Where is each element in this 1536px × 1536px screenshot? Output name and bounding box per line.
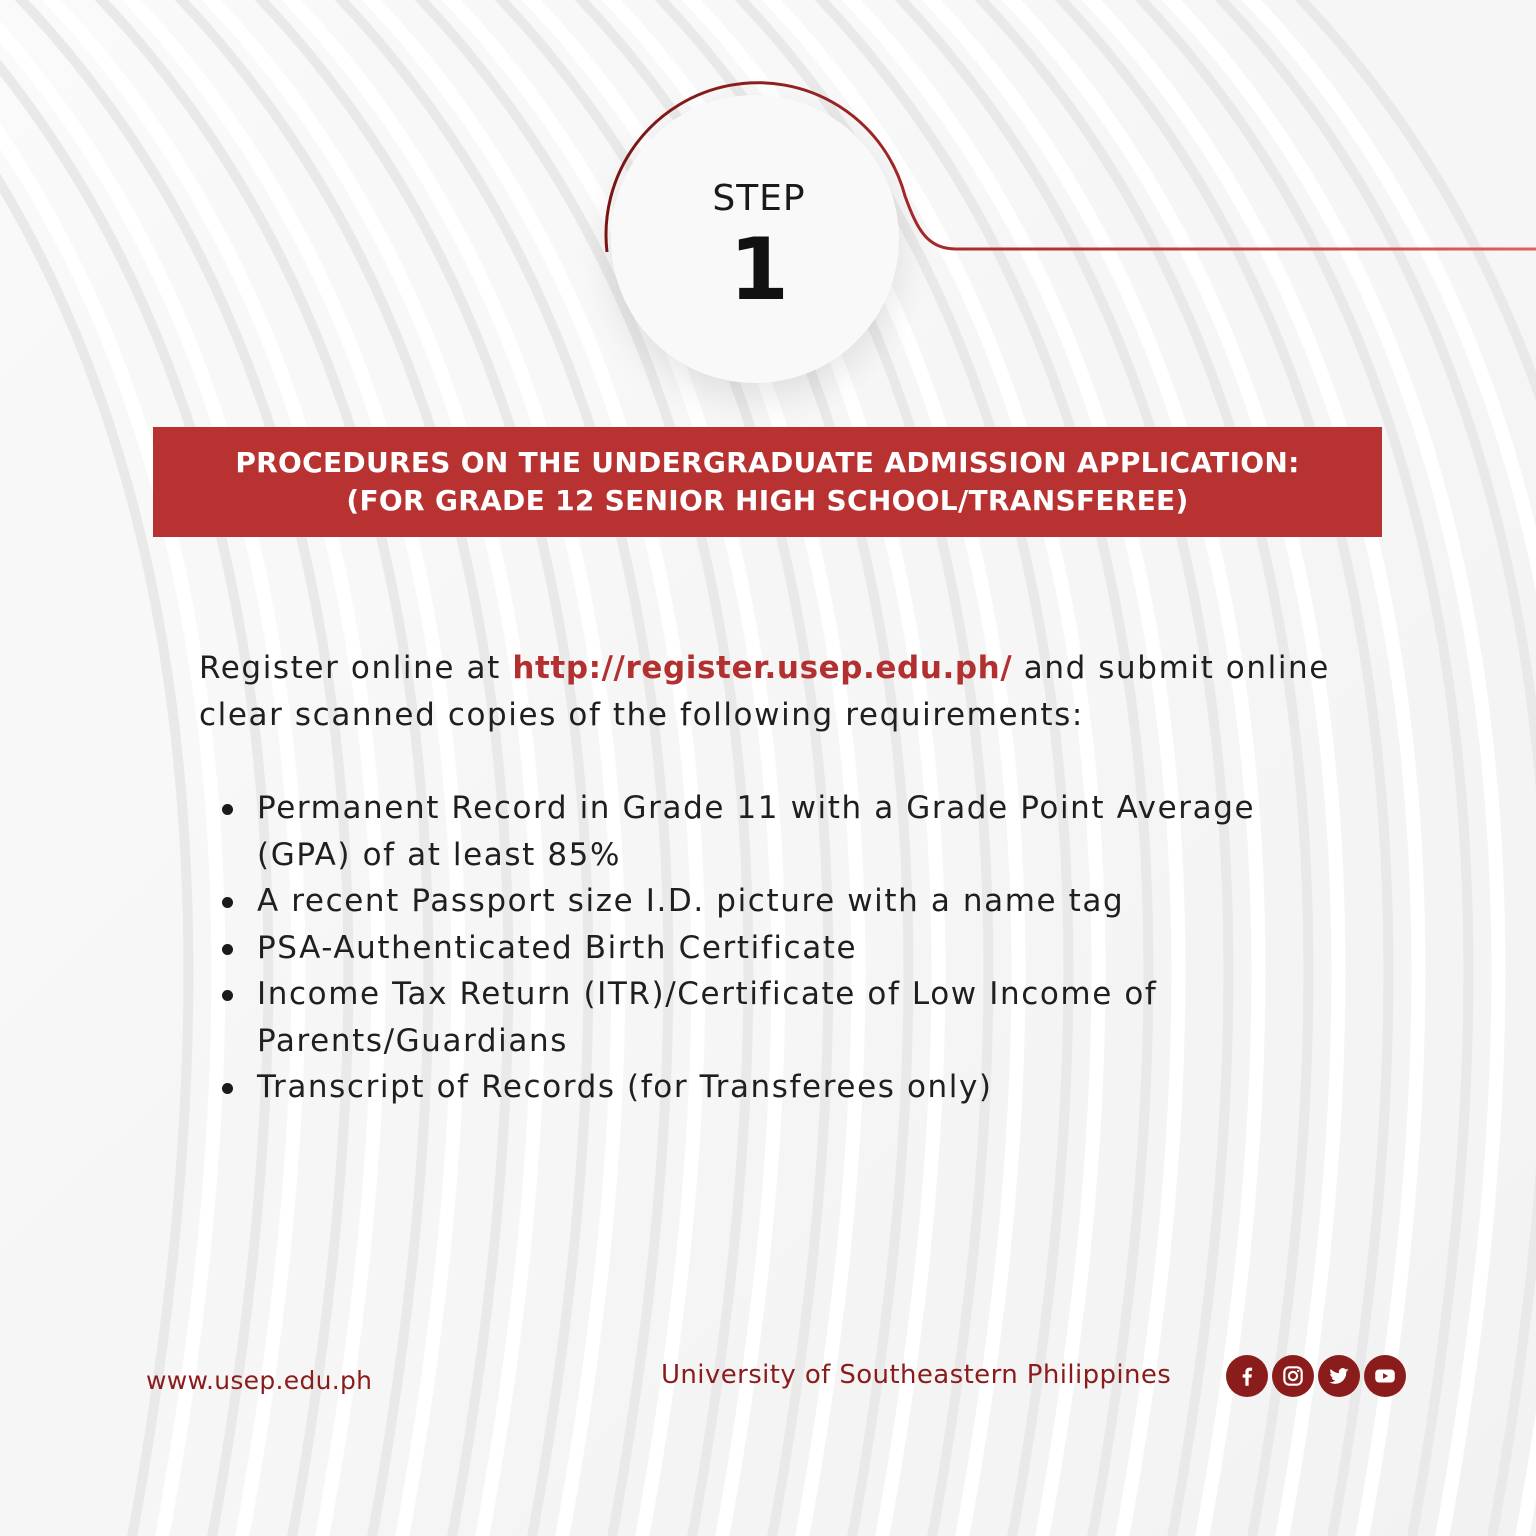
register-link[interactable]: http://register.usep.edu.ph/	[512, 650, 1013, 686]
requirements-list	[215, 785, 1345, 1111]
intro-paragraph	[199, 645, 1379, 739]
step-number: 1	[729, 220, 789, 320]
twitter-icon[interactable]	[1318, 1355, 1360, 1397]
banner-title-line1: PROCEDURES ON THE UNDERGRADUATE ADMISSION APPLICATION:	[235, 446, 1300, 479]
list-item: A recent Passport size I.D. picture with a name tag	[215, 878, 1345, 925]
list-item: PSA-Authenticated Birth Certificate	[215, 925, 1345, 972]
facebook-icon[interactable]	[1226, 1355, 1268, 1397]
intro-text-after: and submit online clear scanned copies of the following requirements:	[199, 650, 1330, 733]
intro-text-before: Register online at	[199, 650, 513, 686]
footer-website[interactable]: www.usep.edu.ph	[146, 1366, 373, 1395]
footer-university-name: University of Southeastern Philippines	[661, 1360, 1172, 1390]
title-banner	[153, 427, 1382, 537]
social-icons	[1226, 1355, 1406, 1397]
list-item: Permanent Record in Grade 11 with a Grade Point Average (GPA) of at least 85%	[215, 785, 1345, 878]
banner-title-line2: (FOR GRADE 12 SENIOR HIGH SCHOOL/TRANSFEREE)	[346, 484, 1189, 517]
instagram-icon[interactable]	[1272, 1355, 1314, 1397]
list-item: Transcript of Records (for Transferees only)	[215, 1064, 1345, 1111]
step-label: STEP	[712, 178, 806, 219]
list-item: Income Tax Return (ITR)/Certificate of Low Income of Parents/Guardians	[215, 971, 1345, 1064]
youtube-icon[interactable]	[1364, 1355, 1406, 1397]
